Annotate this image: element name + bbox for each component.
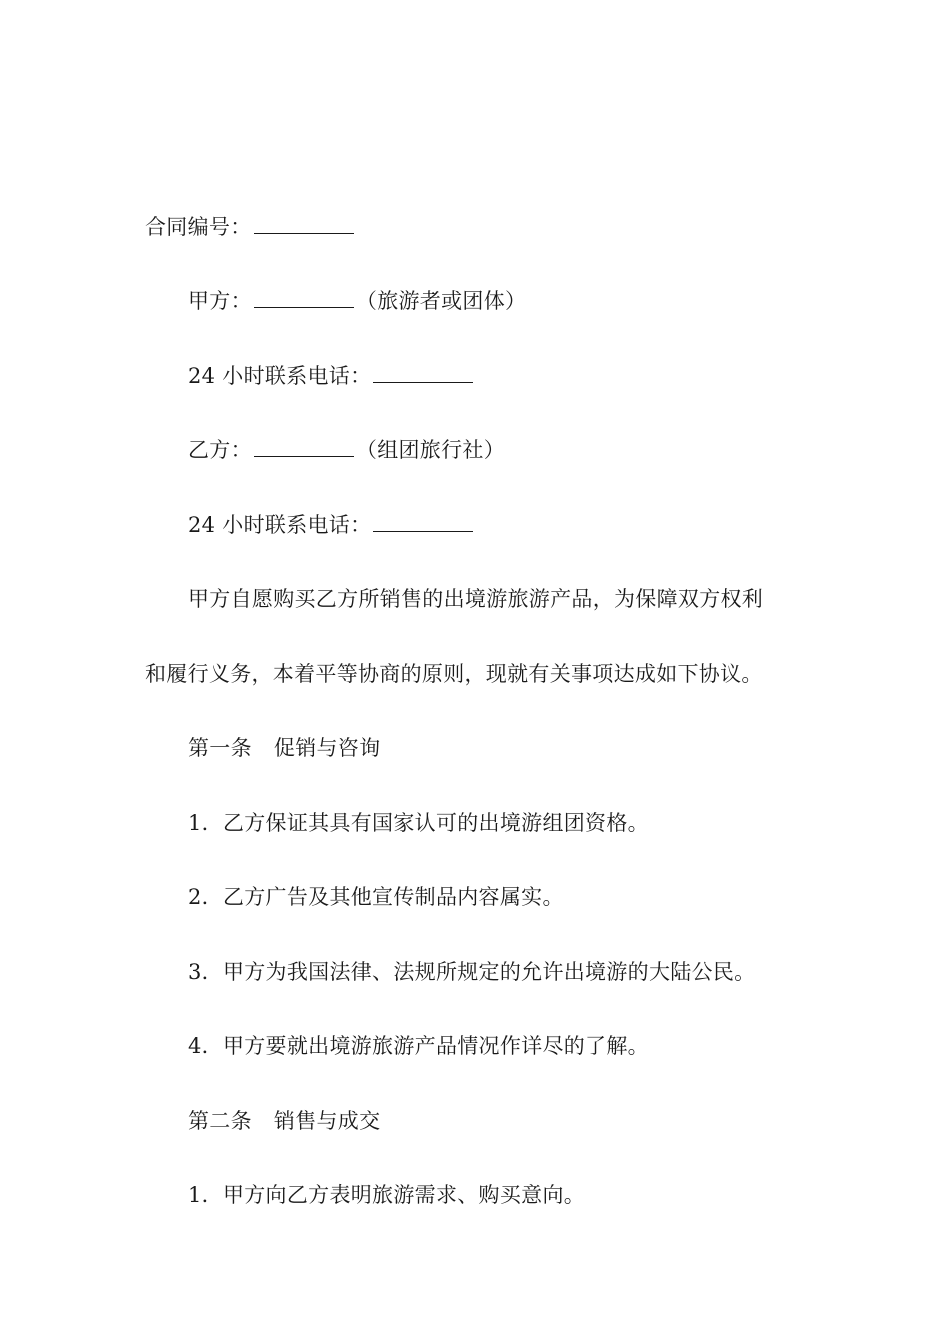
party-b-phone-label: 24 小时联系电话： bbox=[188, 513, 372, 537]
preamble-line-2: 和履行义务，本着平等协商的原则，现就有关事项达成如下协议。 bbox=[145, 662, 763, 686]
party-b-label: 乙方： bbox=[188, 438, 252, 462]
article-1-heading bbox=[188, 734, 380, 762]
contract-number-line bbox=[145, 213, 356, 241]
preamble-line-1: 甲方自愿购买乙方所销售的出境游旅游产品，为保障双方权利 bbox=[188, 587, 764, 611]
party-a-line bbox=[188, 287, 526, 315]
party-b-line bbox=[188, 436, 505, 464]
article-1-title: 促销与咨询 bbox=[273, 736, 381, 760]
party-a-phone-label: 24 小时联系电话： bbox=[188, 364, 372, 388]
article-1-item: 3．甲方为我国法律、法规所规定的允许出境游的大陆公民。 bbox=[188, 960, 756, 984]
contract-number-label: 合同编号： bbox=[145, 215, 252, 239]
party-a-blank bbox=[254, 289, 354, 308]
party-b-phone-blank bbox=[373, 513, 473, 532]
article-1-item: 1．乙方保证其具有国家认可的出境游组团资格。 bbox=[188, 811, 649, 835]
party-b-note: （组团旅行社） bbox=[355, 438, 506, 462]
party-b-blank bbox=[254, 438, 354, 457]
article-2-title: 销售与成交 bbox=[273, 1109, 381, 1133]
party-a-phone-line bbox=[188, 362, 475, 390]
party-b-phone-line bbox=[188, 511, 475, 539]
article-2-number: 第二条 bbox=[188, 1109, 252, 1133]
article-1-item: 4．甲方要就出境游旅游产品情况作详尽的了解。 bbox=[188, 1034, 649, 1058]
article-1-item: 2．乙方广告及其他宣传制品内容属实。 bbox=[188, 885, 564, 909]
article-2-item: 1．甲方向乙方表明旅游需求、购买意向。 bbox=[188, 1183, 586, 1207]
party-a-phone-blank bbox=[373, 364, 473, 383]
article-1-number: 第一条 bbox=[188, 736, 252, 760]
party-a-note: （旅游者或团体） bbox=[355, 289, 527, 313]
party-a-label: 甲方： bbox=[188, 289, 252, 313]
article-2-heading bbox=[188, 1107, 380, 1135]
contract-number-blank bbox=[254, 215, 354, 234]
